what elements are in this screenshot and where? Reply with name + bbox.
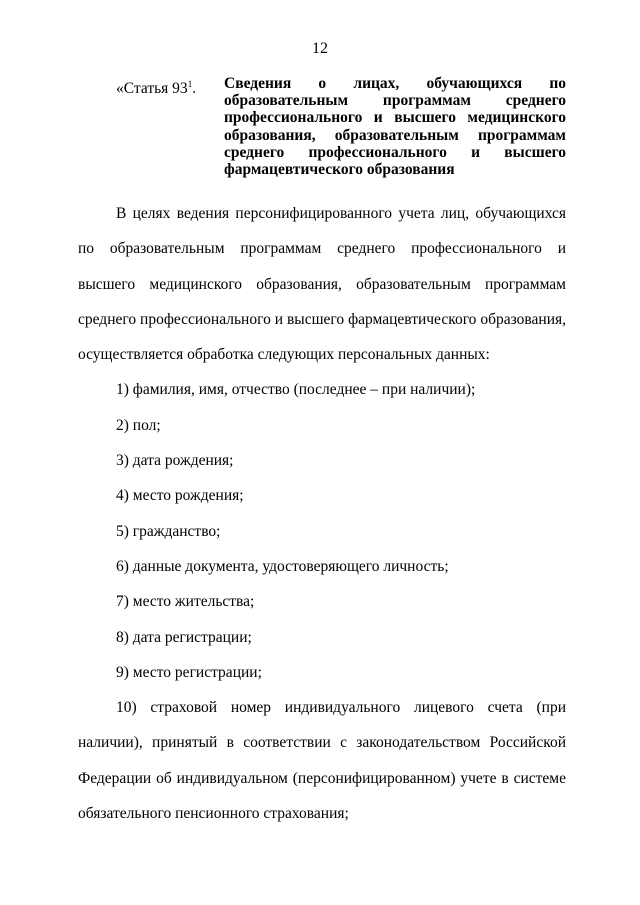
list-item: 6) данные документа, удостоверяющего личность; — [116, 557, 449, 575]
article-body — [78, 196, 566, 831]
list-item: 2) пол; — [116, 416, 161, 434]
article-label-text: «Статья 93 — [116, 80, 188, 97]
article-title-line-last: фармацевтического образования — [224, 161, 455, 179]
article-title-line: образовательным программам среднего — [224, 92, 566, 110]
page-number: 12 — [312, 40, 328, 57]
article-title-line: образования, образовательным программам — [224, 126, 566, 144]
list-item: 5) гражданство; — [116, 522, 221, 540]
list-item: 3) дата рождения; — [116, 452, 234, 470]
article-title-line: профессионального и высшего медицинского — [224, 109, 566, 127]
article-label-superscript: 1 — [187, 79, 193, 89]
list-item: 8) дата регистрации; — [116, 628, 252, 646]
list-item: 7) место жительства; — [116, 593, 255, 611]
article-heading — [116, 75, 566, 178]
list-item: 4) место рождения; — [116, 487, 244, 505]
article-label-suffix: . — [192, 80, 197, 97]
article-title — [224, 75, 566, 178]
intro-paragraph: В целях ведения персонифицированного учета лиц, обучающихся по образовательным программам среднего профессионального и высшего медицинского образования, образовательным программам среднего профессионального и высшего фармацевтического образования, осуществляется обработка следующих персональных данных: — [78, 205, 566, 364]
article-title-line: среднего профессионального и высшего — [224, 143, 566, 161]
article-title-line: Сведения о лицах, обучающихся по — [224, 75, 566, 92]
list-item-10: 10) страховой номер индивидуального лицевого счета (при наличии), принятый в соответствии с законодательством Российской Федерации об индивидуальном (персонифицированном) учете в системе обязательного пенсионного страхования; — [78, 699, 566, 823]
list-item: 9) место регистрации; — [116, 663, 262, 681]
article-label — [116, 75, 224, 178]
list-item: 1) фамилия, имя, отчество (последнее – при наличии); — [116, 381, 476, 399]
